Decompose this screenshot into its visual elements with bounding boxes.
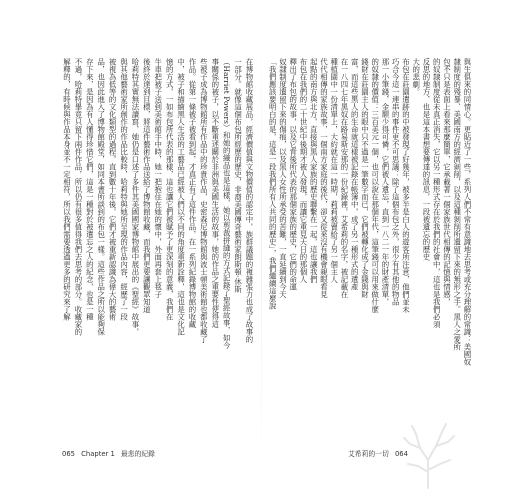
text-column: 與其他藝術家所創作的作品比較時，哈莉特與她所呈現的作品內容，經歷了一段 <box>119 58 129 321</box>
text-column: 代代相傳的家族故事，一個南方家庭的後代，卻又從來沒有機會親眼看見 <box>319 58 329 298</box>
text-column: 大的悲劇。 <box>411 58 421 96</box>
text-column: 「我們應該要明白的是，這是一段我們所有人共同的歷史」，我們繼續這麼說 <box>268 58 278 310</box>
text-column: 那一小筆錢，金額少得可憐，它們被人遺忘，直到一八二一年的財產清單， <box>381 58 390 306</box>
left-page-text <box>55 58 255 438</box>
text-column: 中，被子和描繪黑人生活的工藝品已經被人們以不同的角度重新詮釋，這也是文化記 <box>176 58 186 336</box>
text-column: 反思的地方，也是這本書想要傳達的訊息，一段被遺忘的歷史 <box>422 58 431 261</box>
text-column: 富，而這些黑人的生命就這樣被記錄在帳簿中，成了另一種形式的遺產 <box>350 58 360 291</box>
text-column: 品，也因此進入了博物館殿堂，如同本書所談到的布包一樣。這些作品之所以能夠保 <box>96 58 106 336</box>
text-column: 的奴隸的價值：三百美元一個，也可以說在那個年代，這筆錢可以用來做什麼 <box>370 58 380 313</box>
text-column: （Harriet Powers）和她的織品也是這樣，她以剪裁拼縫的方式記錄了聖經故事，如今 <box>222 58 232 350</box>
text-column: 哈莉特其實無法讀寫，她仍是口述了多件其美國國家博物館中展出的《聖經》故事， <box>130 58 140 336</box>
text-column: 起點的南方與北方，直接與黑人家族的歷史聯繫在一起，這也讓我們 <box>309 58 319 283</box>
text-column: 後終於達到目標，將這件藝術作品送給了博物館收藏，而我們更要讓觀眾知道 <box>142 58 152 313</box>
text-column: 種植園中一份清單上，大約就在這一時期，莉莉被賣給了另一個主人 <box>329 58 339 283</box>
text-column: 包不只是表面上看來那麼簡單，它承載著一個家族世代相傳的記憶與情感， <box>442 58 452 306</box>
text-column: 存下來，是因為有人懂得珍惜它們，這是一種對於被遺忘之人的紀念，也是一種 <box>85 58 95 321</box>
text-column: 被視為低等的文化類型的過程，直到數十年後，它們才被重新認識為偉大的藝術 <box>108 58 118 321</box>
text-column: 在博物館收藏展品，經濟價值與文物價值的認定中，族群議題的複雜張力也成了故事的 <box>245 58 254 343</box>
left-page-number: 065 <box>62 450 75 458</box>
text-column: 巧合今這一連串的事件更不可思議：除了這個布包之外，很少有其他的物品 <box>391 58 401 306</box>
text-column: 隸制度的殘暴、美國南方的經濟剝削，以及這種剝削所遺留下來的無形之手。黑人之愛所 <box>452 58 462 351</box>
text-column: 在一八四七年黑奴在路易斯安那的一份紀錄裡，艾希莉的名字，被記載在 <box>340 58 349 298</box>
chapter-label: Chapter 1 <box>81 450 115 458</box>
text-column: 憶的方式，一如布包所代表的那樣，這也讓它們被賦予了更深刻的意義，我們在 <box>165 58 175 321</box>
text-column: 些被子成為博物館所有作品中的珍貴作品，史密森尼博物館與波士頓美術館也都收藏了 <box>199 58 209 343</box>
text-column: 作品。從第一條被子被看到起，才真正有了這件作品，在一系列紀錄博物館的收藏 <box>187 58 197 328</box>
running-title: 艾希莉的一切 <box>348 450 389 458</box>
text-column: 與生俱來的同情心。更貼近了一些，系列人們不常有意識地去思考或充分理解的常識：美國奴 <box>463 58 472 366</box>
text-column: 事關係的被子，以不斷重述關於非洲與美國生活的故事，她的作品之重要性使得這 <box>210 58 220 328</box>
right-page-number: 064 <box>394 450 408 458</box>
text-column: 奴隸制度遺留下來的傷痕，以及黑人女性所承受的苦難，一直延續到今天 <box>278 58 288 298</box>
text-column: 錢財在莊園主人的眼中只不過是一筆數字而已，它們被轉化成了金錢與財 <box>360 58 370 298</box>
left-page-footer <box>62 448 159 458</box>
text-column: 牛車把被子送到美術館手中時，她一把抱住在她的懷中，外面再套上毯子 <box>153 58 163 298</box>
book-gutter <box>261 20 262 480</box>
text-column: 解釋的，有時候與作品本身並不一定相符，所以我們需要透過更多的研究來了解 <box>62 58 72 321</box>
text-column: 一部分。就像這個布包所經歷的歷史，非裔美國傳奇藝術家朗斯頓·休斯 <box>233 58 243 293</box>
chapter-title: 最悲的紀錄 <box>121 450 155 458</box>
text-column: 布包在莊園遺跡的中被發現了好幾年，被多半是白人的遊客所注意，他們並未 <box>401 58 411 313</box>
right-page-text <box>268 58 473 438</box>
text-column: 釋出了布包的故事，以及它背後所代表的那個家族的歷史，它們的命運 <box>288 58 298 291</box>
text-column: 的奴隸制度從未真正消失，它以另一種形式存在於我們的社會中，這也是我們必須 <box>432 58 442 328</box>
text-column: 布包在我們的二十世紀中後期才被人發現，而讓它重見天日的那個人 <box>299 58 308 283</box>
coral-branch-icon <box>398 420 458 490</box>
text-column: 不過，哈莉特畢竟只留下兩件作品，所以仍有很多值得我們去思考的部分。收藏家的 <box>73 58 83 336</box>
